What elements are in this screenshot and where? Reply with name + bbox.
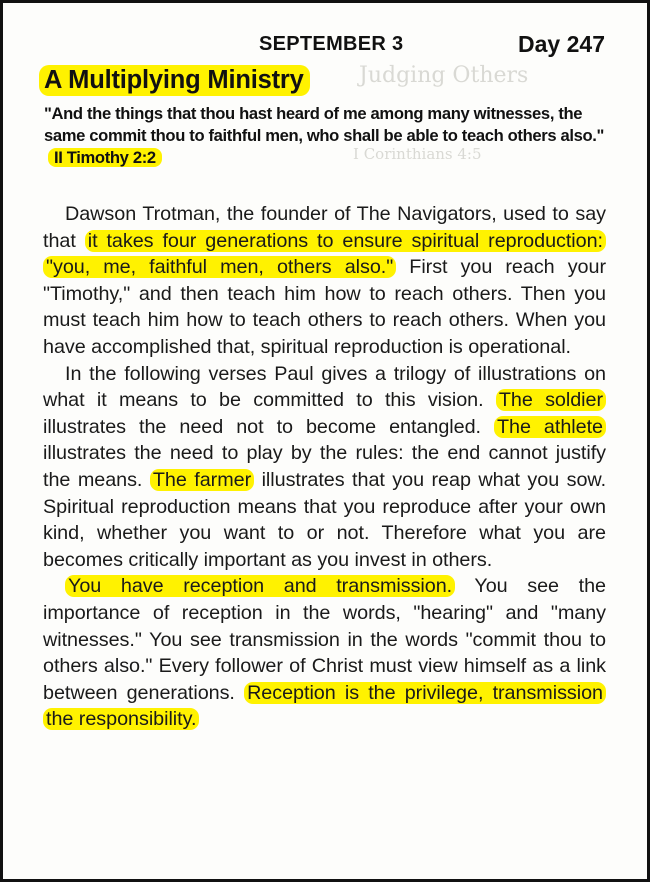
paragraph-2-text-c: illustrates the need to play by the rules: the end cannot justify the means. (43, 442, 606, 491)
bleed-through-reference: I Corinthians 4:5 (353, 145, 482, 163)
highlight-athlete: The athlete (494, 416, 606, 438)
highlight-farmer: The farmer (150, 469, 254, 491)
paragraph-1-highlight: it takes four generations to ensure spiritual reproduction: "you, me, faithful men, others also." (43, 230, 606, 279)
paragraph-1 (43, 201, 606, 361)
bleed-through-heading: Judging Others (359, 63, 529, 88)
devotional-body (43, 201, 606, 733)
highlight-reception-transmission: You have reception and transmission. (65, 575, 455, 597)
title-block (39, 66, 310, 95)
verse-text: "And the things that thou hast heard of me among many witnesses, the same commit thou to faithful men, who shall be able to teach others also." (44, 104, 605, 145)
verse-reference: II Timothy 2:2 (48, 148, 162, 167)
paragraph-3-text-a: You see the importance of reception in the words, "hearing" and "many witnesses." You see transmission in the words "commit thou to others also." Every follower of Christ must view himself as a link between generations. (43, 575, 606, 704)
header-date: SEPTEMBER 3 (259, 33, 404, 55)
paragraph-2 (43, 361, 606, 574)
paragraph-2-text-a: In the following verses Paul gives a trilogy of illustrations on what it means to be committed to this vision. (43, 362, 606, 412)
scripture-verse (44, 103, 616, 169)
highlight-privilege-responsibility: Reception is the privilege, transmission the responsibility. (43, 682, 606, 731)
paragraph-1-text-b: First you reach your "Timothy," and then teach him how to reach others. Then you must teach him how to teach others to reach others. When you have accomplished that, spiritual reproduction is operational. (43, 256, 606, 358)
page-title: A Multiplying Ministry (39, 65, 310, 96)
paragraph-2-text-b: illustrates the need not to become entangled. (43, 415, 494, 438)
paragraph-3 (43, 573, 606, 733)
paragraph-2-text-d: illustrates that you reap what you sow. Spiritual reproduction means that you reproduce after your own kind, whether you want to or not. Therefore what you are becomes critically important as you invest in others. (43, 468, 607, 571)
header-day-number: Day 247 (518, 31, 605, 57)
highlight-soldier: The soldier (496, 389, 606, 411)
paragraph-1-text-a: Dawson Trotman, the founder of The Navigators, used to say that (43, 203, 606, 252)
